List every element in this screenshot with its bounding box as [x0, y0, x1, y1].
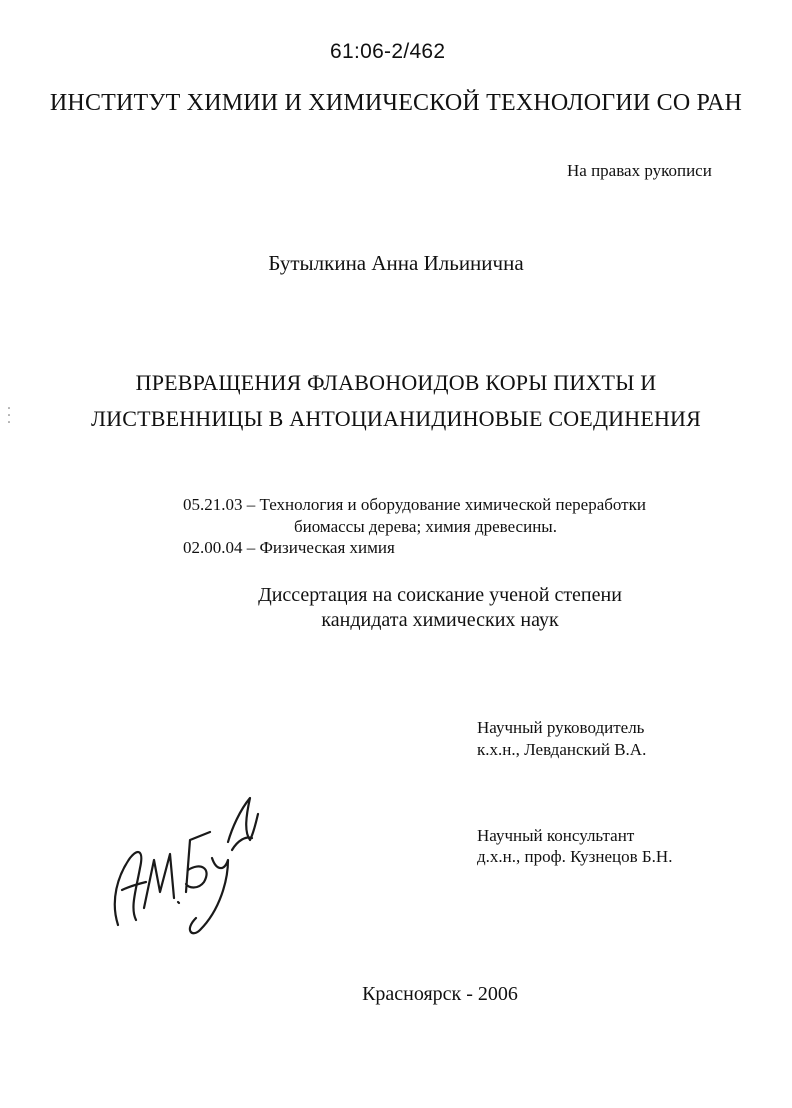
handwritten-signature-icon — [100, 780, 260, 940]
rights-note: На правах рукописи — [567, 161, 712, 180]
consultant-role: Научный консультант — [477, 826, 635, 845]
consultant-name: д.х.н., проф. Кузнецов Б.Н. — [477, 847, 673, 866]
thesis-title-line-1: ПРЕВРАЩЕНИЯ ФЛАВОНОИДОВ КОРЫ ПИХТЫ И — [135, 370, 657, 395]
scan-artifact-marks — [6, 405, 12, 427]
place-and-year: Красноярск - 2006 — [362, 983, 518, 1005]
author-name: Бутылкина Анна Ильинична — [268, 251, 524, 275]
institute-name: ИНСТИТУТ ХИМИИ И ХИМИЧЕСКОЙ ТЕХНОЛОГИИ СО РАН — [49, 90, 743, 116]
dissertation-line-2: кандидата химических наук — [321, 609, 559, 631]
specialty-2: 02.00.04 – Физическая химия — [183, 538, 395, 557]
dissertation-line-1: Диссертация на соискание ученой степени — [258, 584, 622, 606]
thesis-title-line-2: ЛИСТВЕННИЦЫ В АНТОЦИАНИДИНОВЫЕ СОЕДИНЕНИЯ — [90, 406, 702, 431]
supervisor-role: Научный руководитель — [477, 718, 645, 737]
specialty-1-line-1: 05.21.03 – Технология и оборудование химической переработки — [183, 495, 646, 514]
specialty-1-line-2: биомассы дерева; химия древесины. — [294, 517, 557, 536]
archive-stamp: 61:06-2/462 — [330, 40, 446, 63]
supervisor-name: к.х.н., Левданский В.А. — [477, 740, 647, 759]
